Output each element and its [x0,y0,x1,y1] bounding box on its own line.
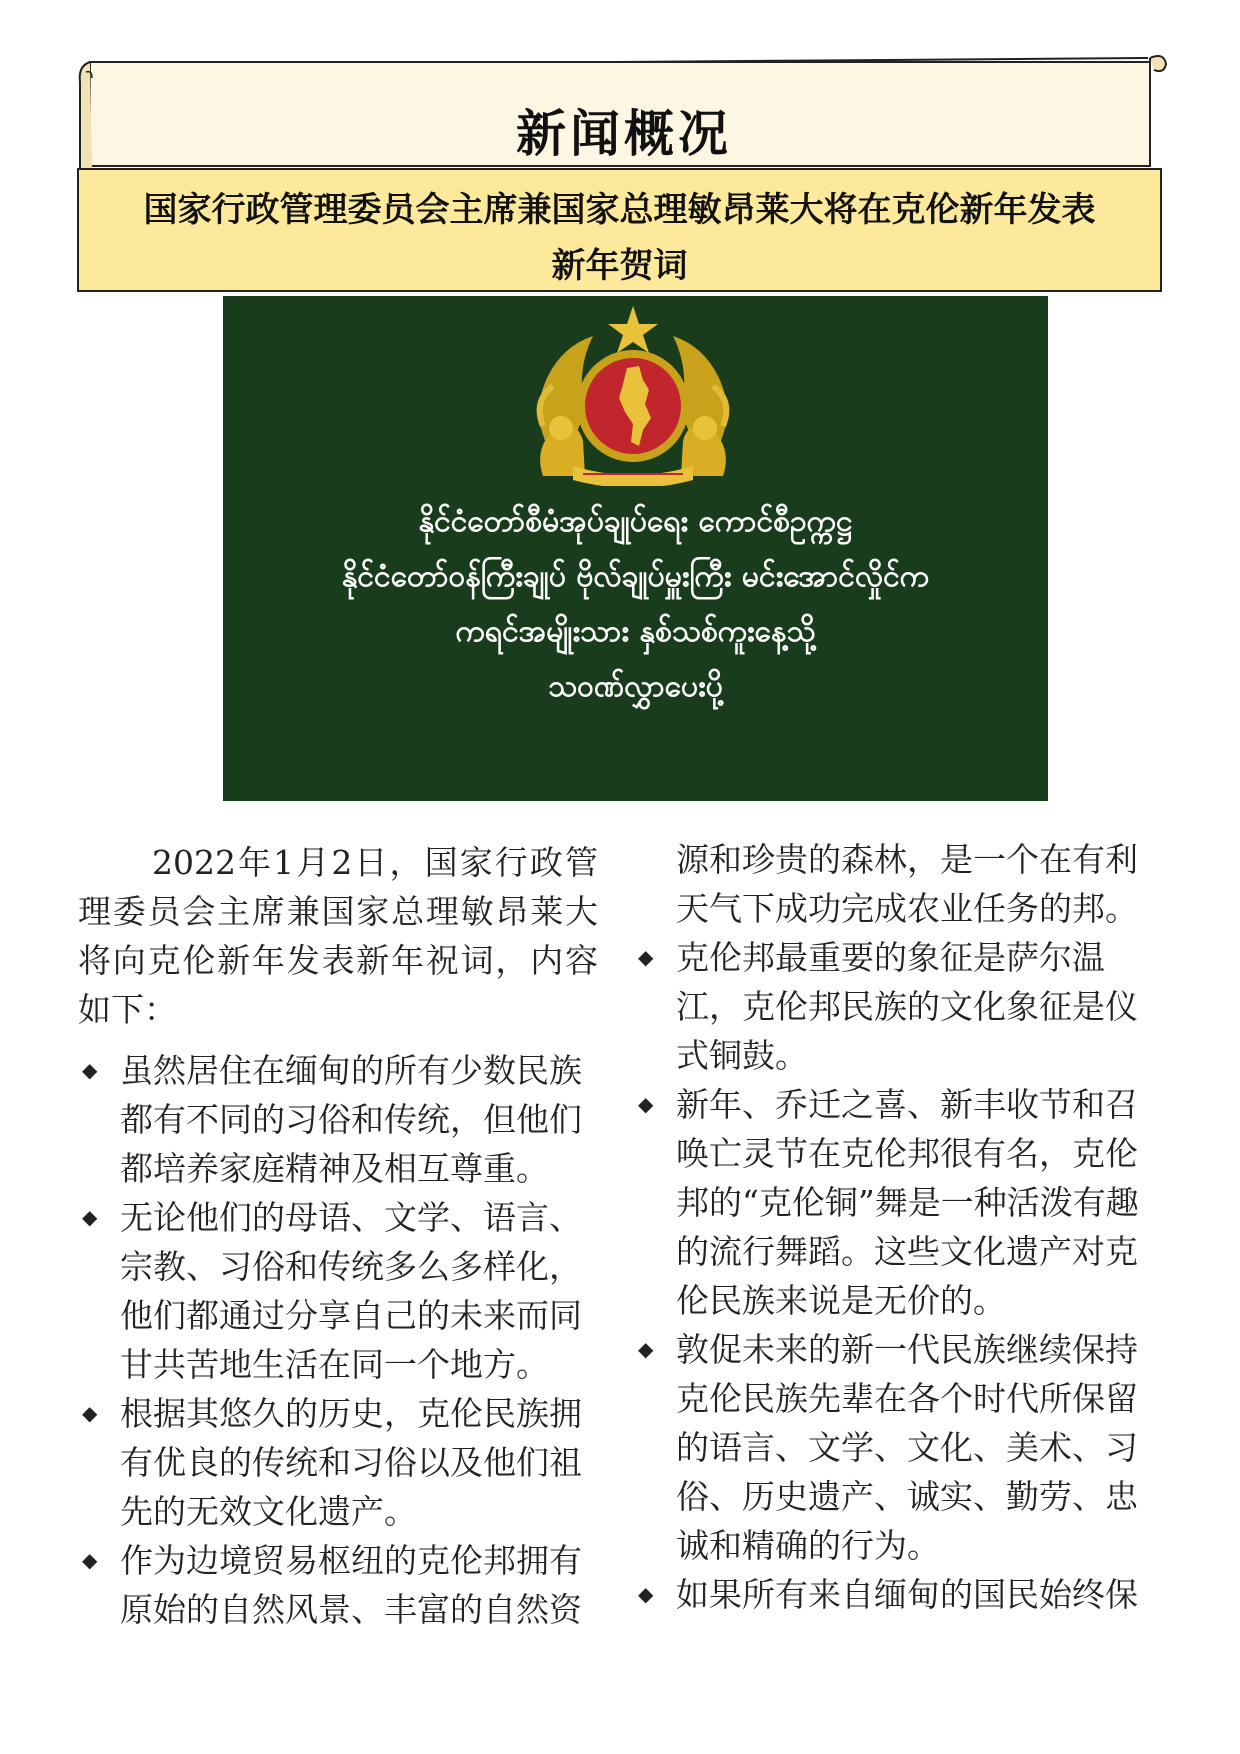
headline-line-2: 新年贺词 [551,246,688,286]
article-left-column [78,838,598,1634]
list-item-text: 如果所有来自缅甸的国民始终保 [676,1575,1138,1614]
headline-line-1: 国家行政管理委员会主席兼国家总理敏昂莱大将在克伦新年发表 [143,190,1096,230]
greeting-panel [223,296,1048,801]
list-item-text: 无论他们的母语、文学、语言、宗教、习俗和传统多么多样化，他们都通过分享自己的未来而同甘共苦地生活在同一个地方。 [120,1198,582,1384]
article-right-column [634,835,1164,1619]
myanmar-line-4: သဝဏ်လွှာပေးပို့ [548,669,723,704]
myanmar-line-3: ကရင်အမျိုးသား နှစ်သစ်ကူးနေ့သို့ [455,614,816,649]
list-item [78,1389,598,1536]
article-intro: 2022年1月2日，国家行政管理委员会主席兼国家总理敏昂莱大将向克伦新年发表新年祝词，内容如下： [78,843,598,1029]
continued-text: 源和珍贵的森林，是一个在有利天气下成功完成农业任务的邦。 [676,840,1138,928]
list-item [78,1536,598,1634]
list-item [78,1046,598,1193]
list-item-text: 新年、乔迁之喜、新丰收节和召唤亡灵节在克伦邦很有名，克伦邦的“克伦铜”舞是一种活泼有趣的流行舞蹈。这些文化遗产对克伦民族来说是无价的。 [676,1085,1139,1320]
list-item-text: 作为边境贸易枢纽的克伦邦拥有原始的自然风景、丰富的自然资 [120,1541,582,1629]
list-item-text: 虽然居住在缅甸的所有少数民族都有不同的习俗和传统，但他们都培养家庭精神及相互尊重。 [120,1051,582,1188]
diamond-bullet-icon: ◆ [638,1337,654,1361]
diamond-bullet-icon: ◆ [82,1401,98,1425]
list-item-text: 根据其悠久的历史，克伦民族拥有优良的传统和习俗以及他们祖先的无效文化遗产。 [120,1394,582,1531]
diamond-bullet-icon: ◆ [638,1582,654,1606]
list-item-text: 克伦邦最重要的象征是萨尔温江，克伦邦民族的文化象征是仪式铜鼓。 [676,938,1138,1075]
list-item [634,1325,1164,1570]
diamond-bullet-icon: ◆ [638,945,654,969]
list-item [634,1080,1164,1325]
headline-box [77,168,1162,292]
diamond-bullet-icon: ◆ [82,1205,98,1229]
list-item [634,933,1164,1080]
list-item [634,1570,1164,1619]
list-item-text: 敦促未来的新一代民族继续保持克伦民族先辈在各个时代所保留的语言、文学、文化、美术、习俗、历史遗产、诚实、勤劳、忠诚和精确的行为。 [676,1330,1138,1565]
diamond-bullet-icon: ◆ [638,1092,654,1116]
diamond-bullet-icon: ◆ [82,1548,98,1572]
myanmar-line-2: နိုင်ငံတော်ဝန်ကြီးချုပ် ဗိုလ်ချုပ်မှူးကြီး မင်းအောင်လှိုင်က [341,559,930,594]
masthead-scroll-banner [78,52,1170,176]
diamond-bullet-icon: ◆ [82,1058,98,1082]
myanmar-greeting-text [223,494,1048,714]
state-emblem-icon [523,306,743,486]
list-item [78,1193,598,1389]
page-title: 新闻概况 [516,105,732,163]
myanmar-line-1: နိုင်ငံတော်စီမံအုပ်ချုပ်ရေး ကောင်စီဥက္ကဋ္ဌ [418,504,853,539]
